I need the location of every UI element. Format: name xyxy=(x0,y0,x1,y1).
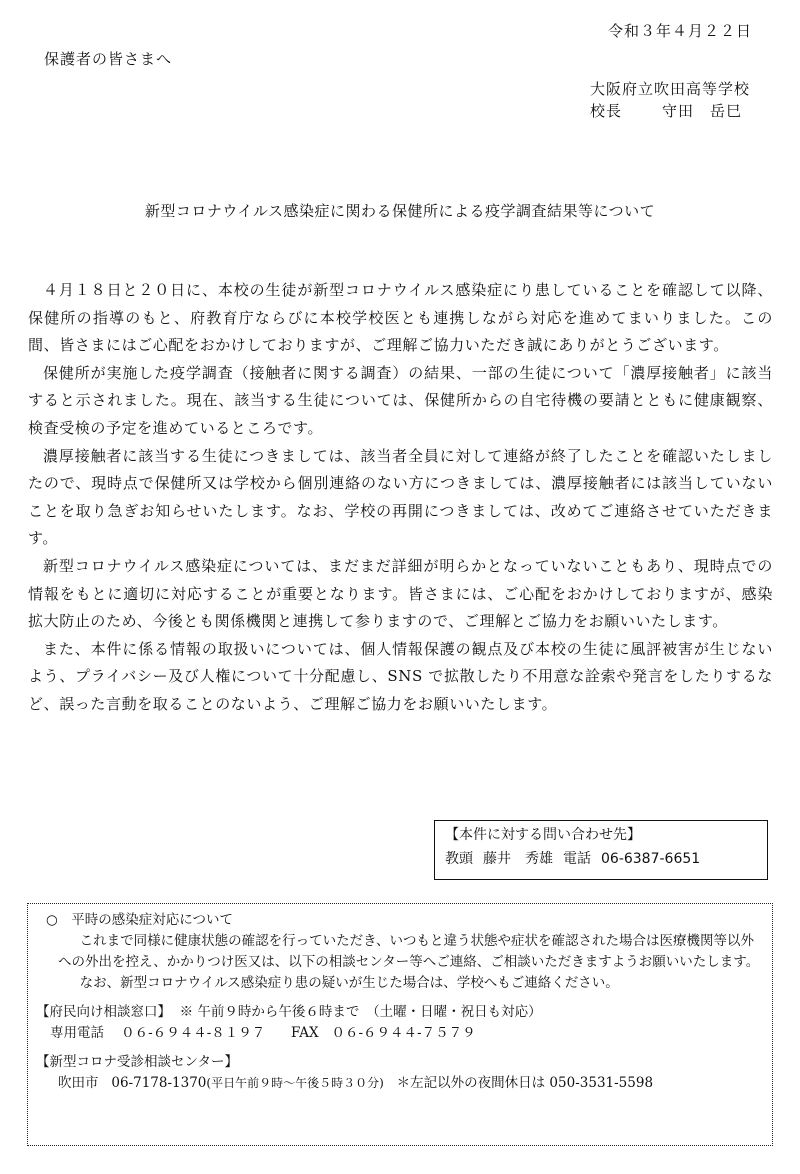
paragraph: また、本件に係る情報の取扱いについては、個人情報保護の観点及び本校の生徒に風評被害が生じないよう、プライバシー及び人権について十分配慮し、SNS で拡散したり不用意な詮索や発言をしたりするなど、誤った言動を取ることのないよう、ご理解ご協力をお願いいたします。 xyxy=(28,639,773,713)
center-phone: 06-7178-1370 xyxy=(111,1075,207,1091)
center-city: 吹田市 xyxy=(58,1075,99,1091)
addressee: 保護者の皆さまへ xyxy=(44,50,173,68)
consult-fax-label: FAX xyxy=(291,1025,319,1041)
paragraph: 保健所が実施した疫学調査（接触者に関する調査）の結果、一部の生徒について「濃厚接触者」に該当すると示されました。現在、該当する生徒については、保健所からの自宅待機の要請とともに健康観察、検査受検の予定を進めているところです。 xyxy=(28,363,773,437)
notice-text: これまで同様に健康状態の確認を行っていただき、いつもと違う状態や症状を確認された場合は医療機関等以外への外出を控え、かかりつけ医又は、以下の相談センター等へご連絡、ご相談いただきますようお願いいたします。 xyxy=(58,933,760,970)
document-body xyxy=(28,277,773,719)
notice-text: なお、新型コロナウイルス感染症り患の疑いが生じた場合は、学校へもご連絡ください。 xyxy=(79,975,619,991)
principal-title: 校長 xyxy=(590,102,623,120)
notice-box xyxy=(27,903,773,1146)
paragraph: 濃厚接触者に該当する生徒につきましては、該当者全員に対して連絡が終了したことを確認いたしましたので、現時点で保健所又は学校から個別連絡のない方につきましては、濃厚接触者には該当していないことを取り急ぎお知らせいたします。なお、学校の再開につきましては、改めてご連絡させていただきます。 xyxy=(28,446,773,548)
contact-details xyxy=(445,847,757,871)
consult-window-hours: ※ 午前９時から午後６時まで （土曜・日曜・祝日も対応） xyxy=(179,1004,542,1020)
contact-box xyxy=(434,820,768,880)
contact-phone-label: 電話 xyxy=(563,851,591,867)
contact-role: 教頭 xyxy=(445,851,473,867)
contact-phone: 06-6387-6651 xyxy=(601,851,701,867)
consult-window-heading: 【府民向け相談窓口】 xyxy=(36,1004,171,1020)
center-night: ＊左記以外の夜間休日は 050-3531-5598 xyxy=(396,1075,654,1091)
contact-heading: 【本件に対する問い合わせ先】 xyxy=(445,827,641,843)
principal xyxy=(590,100,742,121)
document-title: 新型コロナウイルス感染症に関わる保健所による疫学調査結果等について xyxy=(144,202,656,220)
contact-name: 藤井 秀雄 xyxy=(483,851,553,867)
center-contacts xyxy=(36,1073,764,1094)
consult-phone-label: 専用電話 xyxy=(50,1025,104,1041)
paragraph: 新型コロナウイルス感染症については、まだまだ詳細が明らかとなっていないこともあり、現時点での情報をもとに適切に対応することが重要となります。皆さまには、ご心配をおかけしておりますが、感染拡大防止のため、今後とも関係機関と連携して参りますので、ご理解とご協力をお願いいたします。 xyxy=(28,556,773,631)
school-name: 大阪府立吹田高等学校 xyxy=(589,80,750,98)
consult-window-contacts xyxy=(36,1023,764,1044)
center-hours: (平日午前９時～午後５時３０分) xyxy=(206,1076,384,1090)
consult-window xyxy=(36,1002,764,1023)
principal-name: 守田 岳巳 xyxy=(662,102,743,120)
consult-phone: ０６-６９４４-８１９７ xyxy=(121,1025,266,1041)
document-date: 令和３年４月２２日 xyxy=(607,22,752,40)
paragraph: ４月１８日と２０日に、本校の生徒が新型コロナウイルス感染症にり患していることを確認して以降、保健所の指導のもと、府教育庁ならびに本校学校医とも連携しながら対応を進めてまいりました。この間、皆さまにはご心配をおかけしておりますが、ご理解ご協力いただき誠にありがとうございます。 xyxy=(28,281,773,355)
notice-heading: ○ 平時の感染症対応について xyxy=(46,912,234,928)
consult-fax: ０６-６９４４-７５７９ xyxy=(331,1025,476,1041)
center-heading: 【新型コロナ受診相談センター】 xyxy=(36,1054,238,1070)
